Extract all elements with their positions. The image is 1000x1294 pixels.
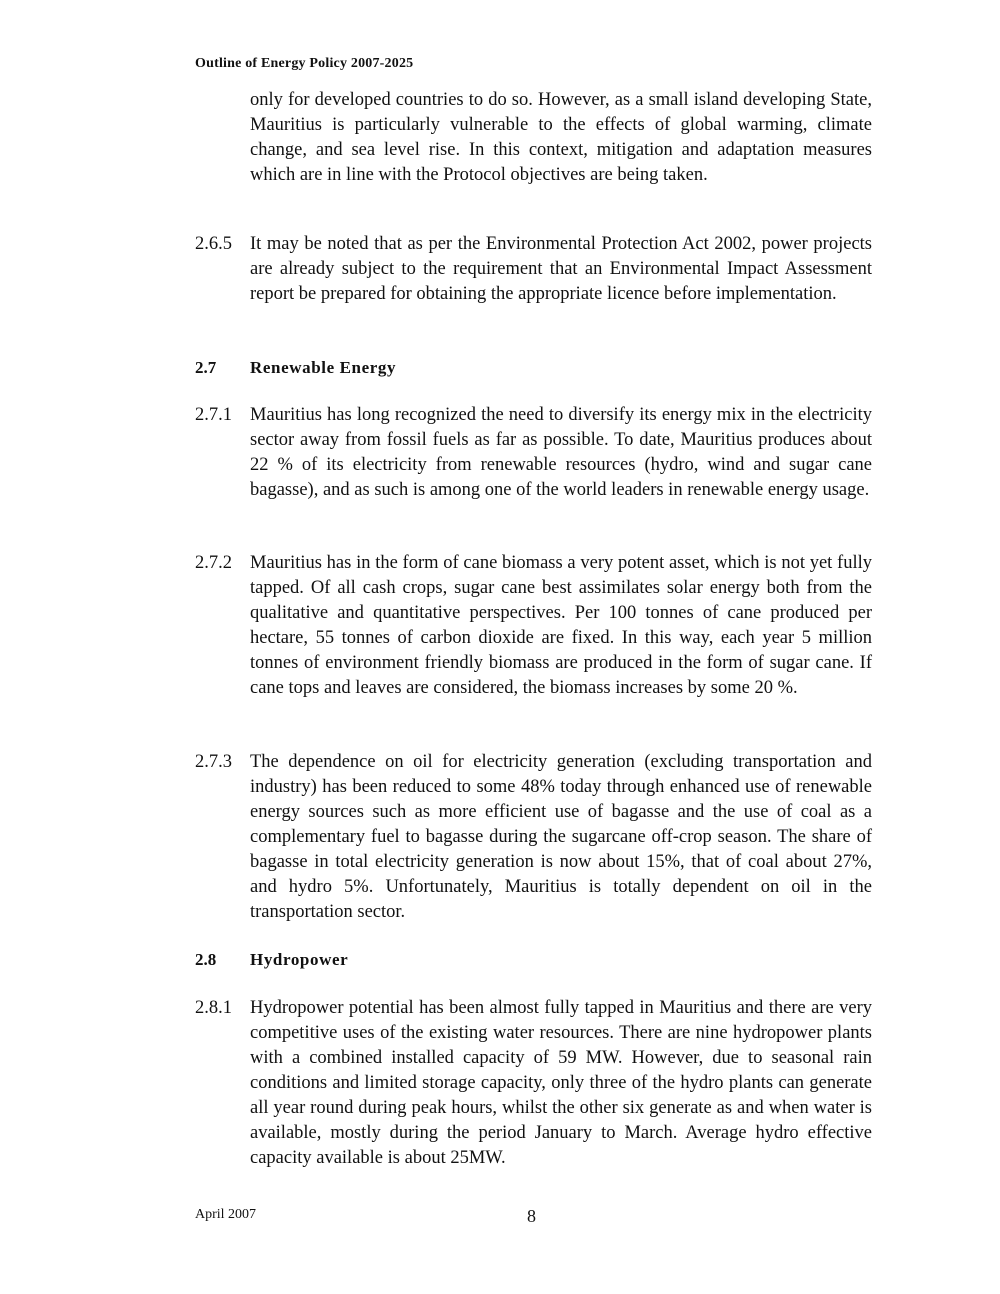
paragraph-text: Mauritius has in the form of cane biomass a very potent asset, which is not yet fully tapped. Of all cash crops, sugar cane best assimilates solar energy both from the qualitative and quantitative perspectives. Per 100 tonnes of cane produced per hectare, 55 tonnes of carbon dioxide are fixed. In this way, each year 5 million tonnes of environment friendly biomass are produced in the form of sugar cane. If cane tops and leaves are considered, the biomass increases by some 20 %. (250, 553, 872, 698)
paragraph-2-6-5 (195, 232, 872, 307)
page-number: 8 (527, 1206, 536, 1226)
paragraph-2-7-3 (195, 750, 872, 925)
paragraph-2-8-1 (195, 996, 872, 1171)
paragraph-text: It may be noted that as per the Environmental Protection Act 2002, power projects are already subject to the requirement that an Environmental Impact Assessment report be prepared for obtaining the appropriate licence before implementation. (250, 234, 872, 304)
heading-title: Hydropower (250, 950, 349, 969)
section-heading-2-8 (195, 947, 348, 972)
footer-date: April 2007 (195, 1207, 257, 1222)
paragraph-text: Mauritius has long recognized the need to diversify its energy mix in the electricity sector away from fossil fuels as far as possible. To date, Mauritius produces about 22 % of its electricity from renewable resources (hydro, wind and sugar cane bagasse), and as such is among one of the world leaders in renewable energy usage. (250, 405, 872, 500)
heading-number: 2.7 (195, 358, 217, 377)
heading-title: Renewable Energy (250, 358, 397, 377)
paragraph-text: Hydropower potential has been almost fully tapped in Mauritius and there are very competitive uses of the existing water resources. There are nine hydropower plants with a combined installed capacity of 59 MW. However, due to seasonal rain conditions and limited storage capacity, only three of the hydro plants can generate all year round during peak hours, whilst the other six generate as and when water is available, mostly during the period January to March. Average hydro effective capacity available is about 25MW. (250, 998, 872, 1168)
heading-number: 2.8 (195, 950, 217, 969)
paragraph-number: 2.8.1 (195, 998, 232, 1018)
running-header: Outline of Energy Policy 2007-2025 (195, 56, 414, 71)
paragraph-text: The dependence on oil for electricity generation (excluding transportation and industry) has been reduced to some 48% today through enhanced use of renewable energy sources such as more efficient use of bagasse and the use of coal as a complementary fuel to bagasse during the sugarcane off-crop season. The share of bagasse in total electricity generation is now about 15%, that of coal about 27%, and hydro 5%. Unfortunately, Mauritius is totally dependent on oil in the transportation sector. (250, 752, 872, 922)
paragraph-2-7-2 (195, 551, 872, 701)
paragraph-continuation (195, 88, 872, 188)
paragraph-number: 2.7.3 (195, 752, 232, 772)
paragraph-number: 2.7.1 (195, 405, 232, 425)
section-heading-2-7 (195, 355, 396, 380)
paragraph-2-7-1 (195, 403, 872, 503)
paragraph-number: 2.6.5 (195, 234, 232, 254)
paragraph-text: only for developed countries to do so. However, as a small island developing State, Mauritius is particularly vulnerable to the effects of global warming, climate change, and sea level rise. In this context, mitigation and adaptation measures which are in line with the Protocol objectives are being taken. (250, 90, 872, 185)
paragraph-number: 2.7.2 (195, 553, 232, 573)
